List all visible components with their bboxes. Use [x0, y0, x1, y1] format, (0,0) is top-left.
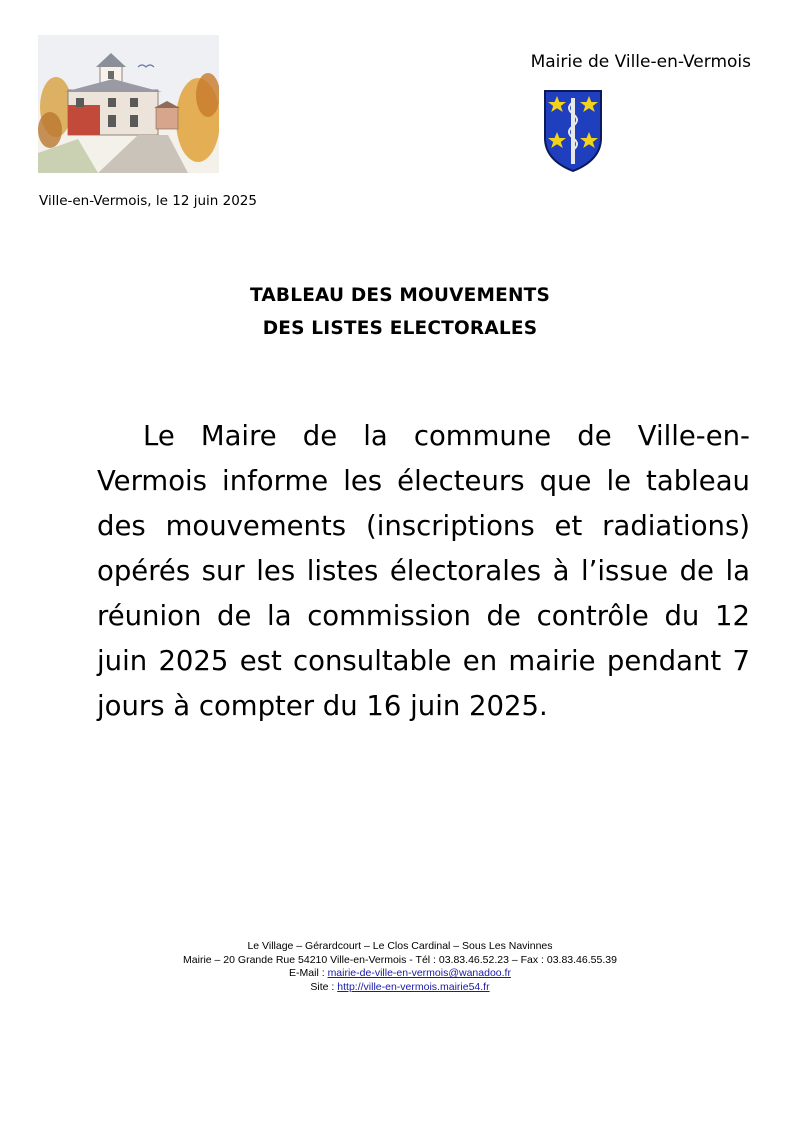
commune-coat-of-arms-icon — [542, 88, 604, 174]
footer-localities: Le Village – Gérardcourt – Le Clos Cardinal – Sous Les Navinnes — [247, 940, 553, 952]
footer-email-row — [0, 967, 800, 981]
site-label: Site : — [310, 980, 335, 993]
site-link[interactable]: http://ville-en-vermois.mairie54.fr — [337, 980, 490, 993]
footer-address: Mairie – 20 Grande Rue 54210 Ville-en-Vermois - Tél : 03.83.46.52.23 – Fax : 03.83.46.55.39 — [183, 953, 617, 966]
announcement-paragraph: Le Maire de la commune de Ville-en-Vermois informe les électeurs que le tableau des mouvements (inscriptions et radiations) opérés sur les listes électorales à l’issue de la réunion de la commission de contrôle du 12 juin 2025 est consultable en mairie pendant 7 jours à compter du 16 juin 2025. — [97, 420, 750, 722]
place-and-date: Ville-en-Vermois, le 12 juin 2025 — [39, 193, 257, 209]
village-illustration — [38, 35, 219, 173]
village-church-watercolor — [38, 35, 219, 173]
document-title-line-1: TABLEAU DES MOUVEMENTS — [250, 285, 550, 306]
document-title-line-2: DES LISTES ELECTORALES — [262, 318, 538, 339]
email-link[interactable]: mairie-de-ville-en-vermois@wanadoo.fr — [327, 967, 511, 979]
footer-site-row — [0, 981, 800, 995]
mairie-name: Mairie de Ville-en-Vermois — [530, 52, 751, 72]
email-label: E-Mail : — [289, 967, 325, 979]
footer — [0, 940, 800, 994]
